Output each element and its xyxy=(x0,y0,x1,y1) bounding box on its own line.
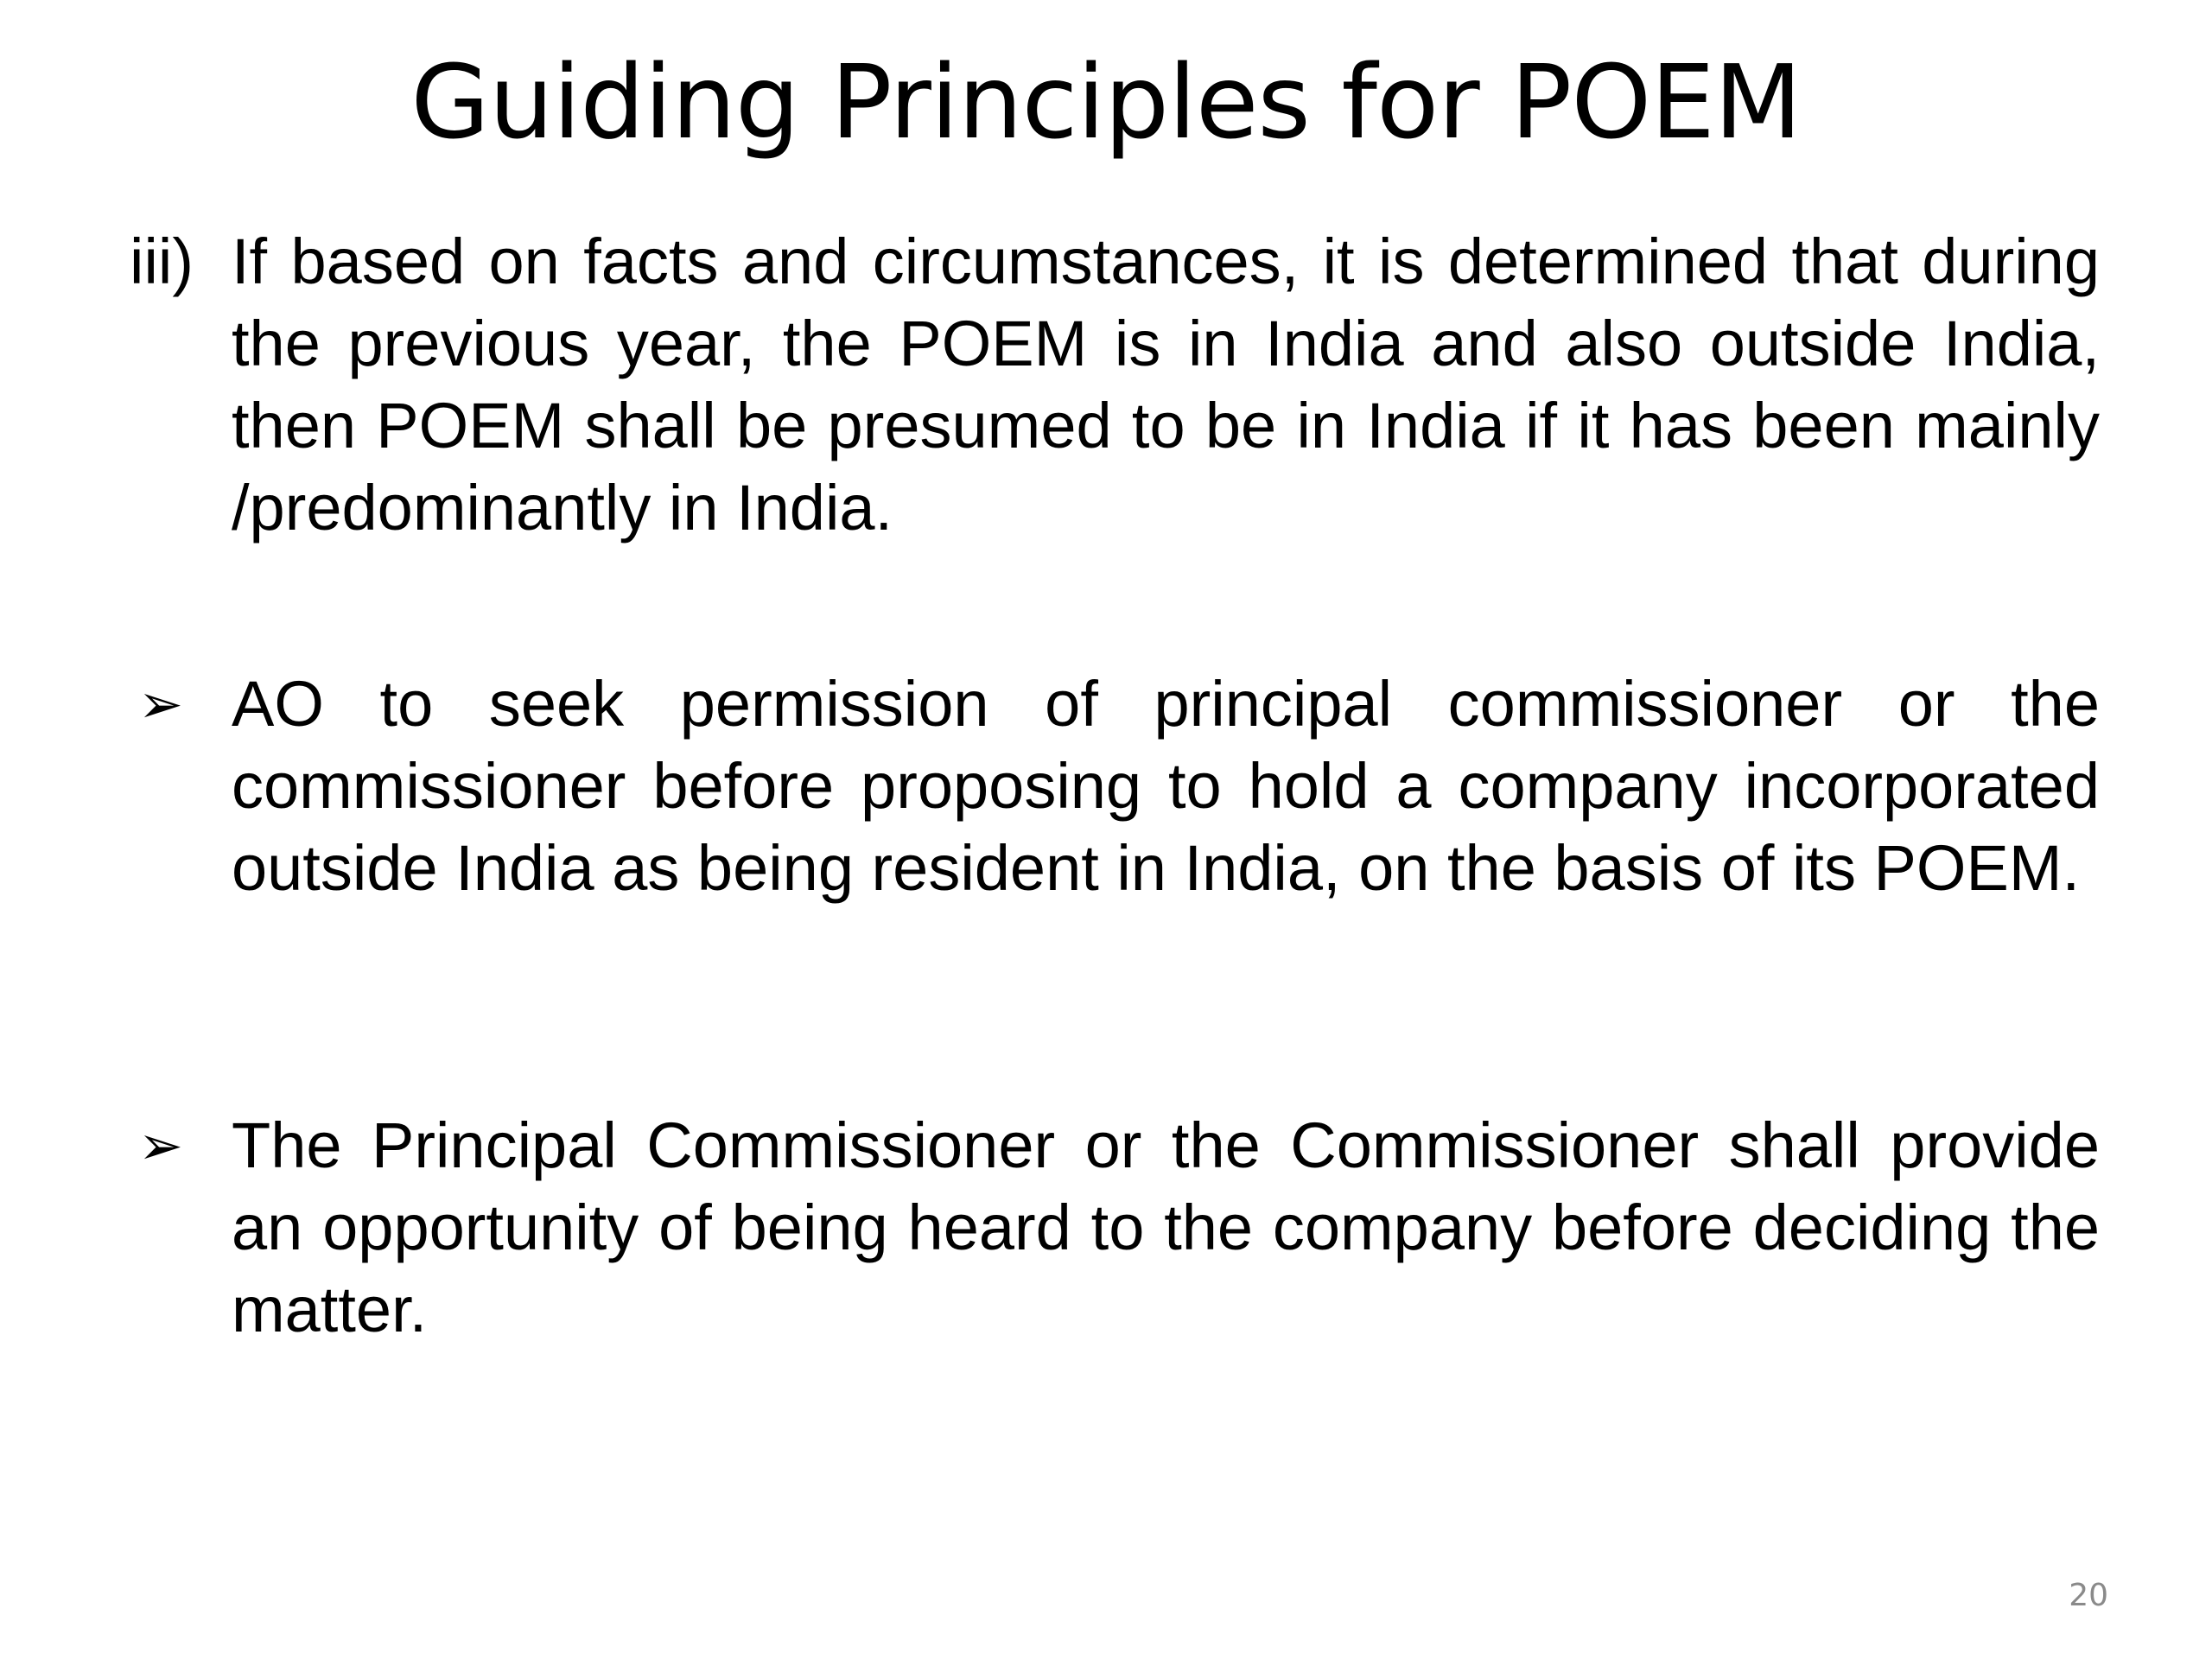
point-text: If based on facts and circumstances, it is determined that during the previous year, the POEM is in India and also outside India, then POEM shall be presumed to be in India if it has been mainly /predominantly in India. xyxy=(232,226,2100,543)
slide-number: 20 xyxy=(2069,1578,2108,1613)
slide-title: Guiding Principles for POEM xyxy=(410,42,1802,162)
arrow-bullet-icon: ➢ xyxy=(138,1114,183,1177)
list-marker-roman: iii) xyxy=(130,226,194,297)
bullet-point-permission xyxy=(130,663,2100,909)
point-text: The Principal Commissioner or the Commissioner shall provide an opportunity of being heard to the company before deciding the matter. xyxy=(232,1109,2100,1345)
point-text: AO to seek permission of principal commissioner or the commissioner before proposing to hold a company incorporated outside India as being resident in India, on the basis of its POEM. xyxy=(232,668,2100,904)
arrow-bullet-icon: ➢ xyxy=(138,672,183,735)
bullet-point-hearing xyxy=(130,1104,2100,1351)
point-iii xyxy=(130,220,2100,549)
